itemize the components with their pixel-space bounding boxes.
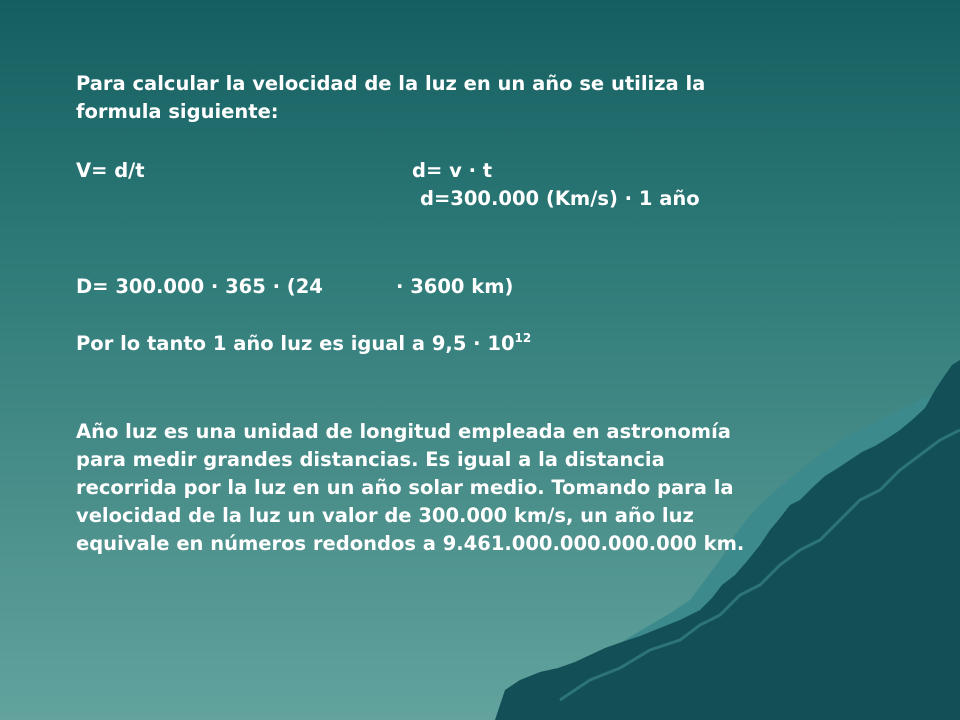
definition-line-3: recorrida por la luz en un año solar medio. Tomando para la — [76, 476, 734, 499]
calculation-part-2: · 3600 km) — [396, 275, 514, 298]
calculation-line — [76, 273, 514, 301]
intro-line-2: formula siguiente: — [76, 100, 279, 123]
formula-row — [76, 157, 493, 185]
formula-distance-value: d=300.000 (Km/s) · 1 año — [420, 187, 700, 210]
definition-line-4: velocidad de la luz un valor de 300.000 km/s, un año luz — [76, 504, 694, 527]
calculation-part-1: D= 300.000 · 365 · (24 — [76, 275, 323, 298]
intro-line-1: Para calcular la velocidad de la luz en un año se utiliza la — [76, 72, 706, 95]
conclusion-exponent: 12 — [514, 330, 532, 345]
definition-line-1: Año luz es una unidad de longitud empleada en astronomía — [76, 420, 731, 443]
conclusion-line — [76, 330, 531, 358]
conclusion-text: Por lo tanto 1 año luz es igual a 9,5 · 10 — [76, 332, 515, 355]
formula-velocity: V= d/t — [76, 159, 145, 182]
definition-line-5: equivale en números redondos a 9.461.000.000.000.000 km. — [76, 532, 745, 555]
formula-distance: d= v · t — [412, 159, 493, 182]
definition-line-2: para medir grandes distancias. Es igual a la distancia — [76, 448, 665, 471]
